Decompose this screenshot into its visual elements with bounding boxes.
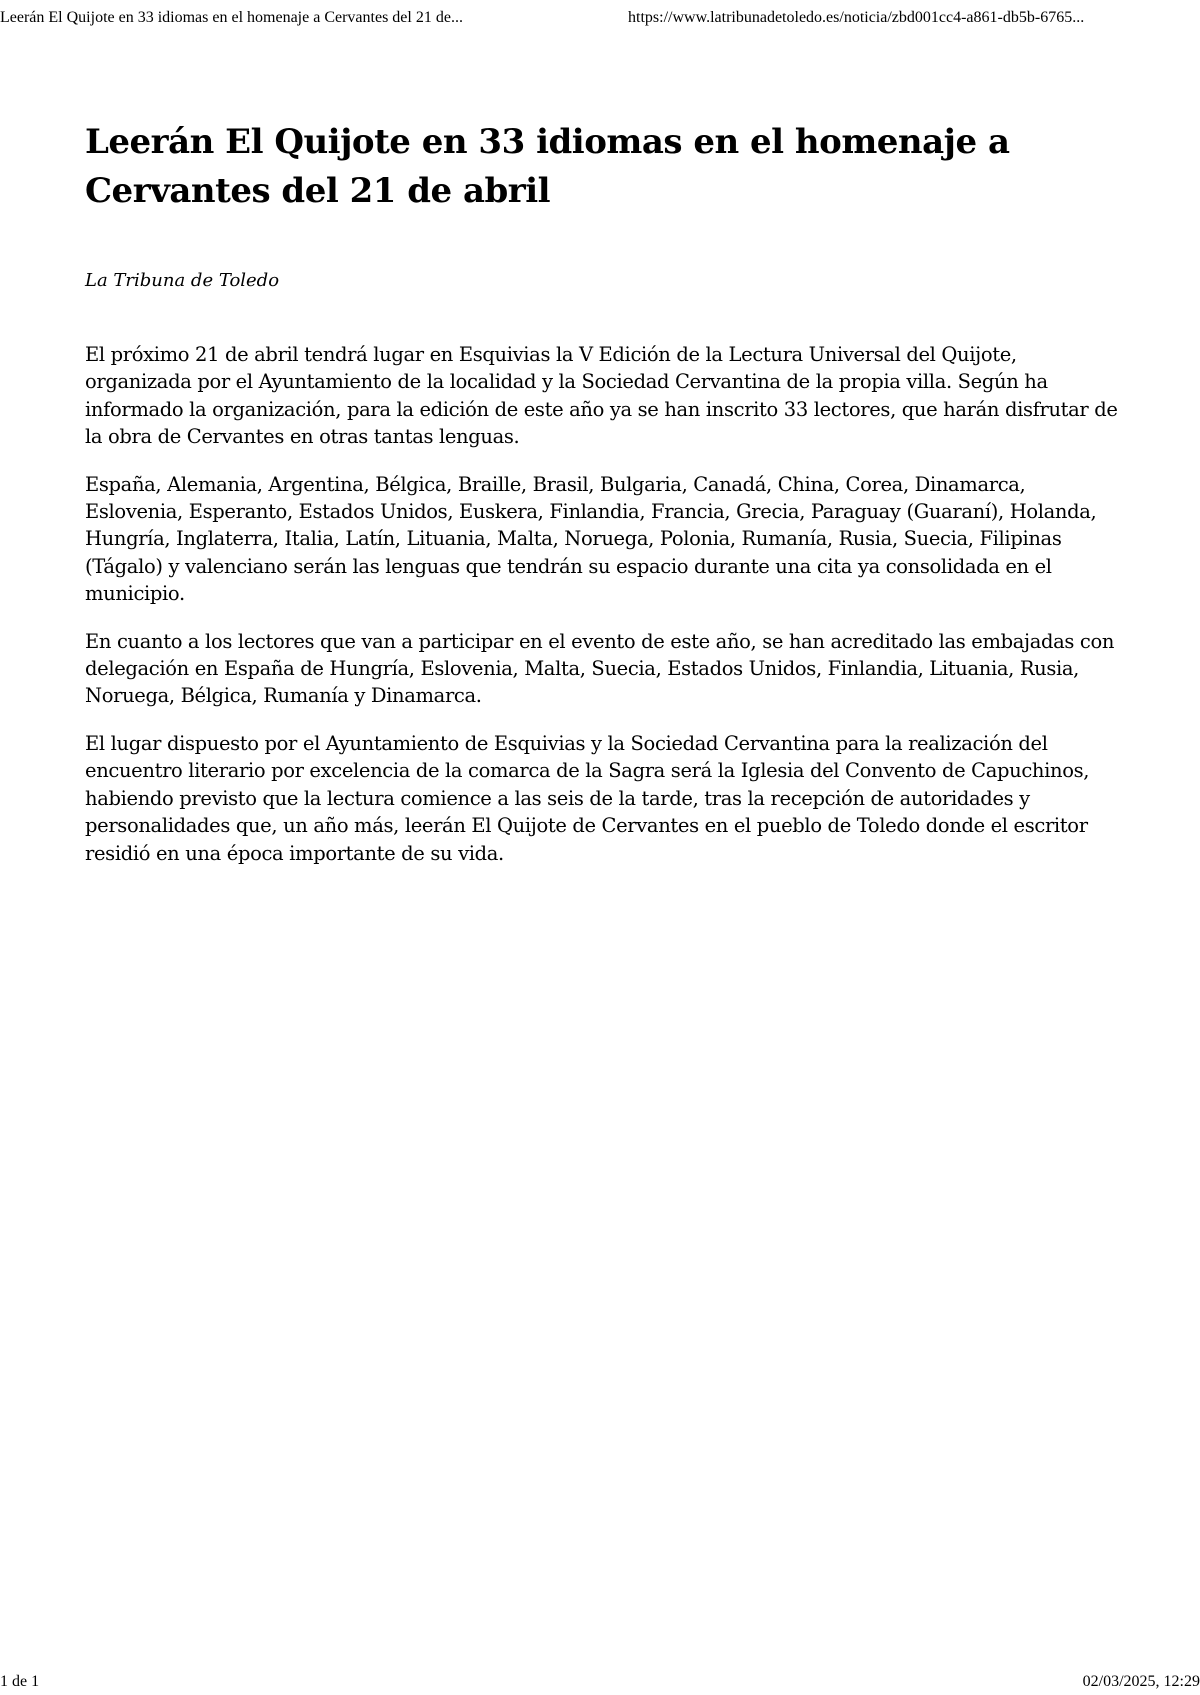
article-paragraph: En cuanto a los lectores que van a participar en el evento de este año, se han acreditado las embajadas con delegación en España de Hungría, Eslovenia, Malta, Suecia, Estados Unidos, Finlandia, Lituania, Rusia, Noruega, Bélgica, Rumanía y Dinamarca. (85, 629, 1115, 708)
article-body (85, 341, 1125, 867)
article (85, 118, 1125, 887)
print-header (0, 6, 1200, 30)
article-byline: La Tribuna de Toledo (85, 270, 280, 291)
page-indicator: 1 de 1 (0, 1673, 40, 1690)
print-datetime: 02/03/2025, 12:29 (1082, 1673, 1200, 1690)
article-headline: Leerán El Quijote en 33 idiomas en el homenaje a Cervantes del 21 de abril (85, 122, 1010, 211)
print-header-url[interactable]: https://www.latribunadetoledo.es/noticia/zbd001cc4-a861-db5b-6765... (628, 9, 1085, 26)
print-header-title: Leerán El Quijote en 33 idiomas en el homenaje a Cervantes del 21 de... (0, 9, 463, 26)
print-footer (0, 1671, 1200, 1693)
article-paragraph: España, Alemania, Argentina, Bélgica, Braille, Brasil, Bulgaria, Canadá, China, Corea, Dinamarca, Eslovenia, Esperanto, Estados Unidos, Euskera, Finlandia, Francia, Grecia, Paraguay (Guaraní), Holanda, Hungría, Inglaterra, Italia, Latín, Lituania, Malta, Noruega, Polonia, Rumanía, Rusia, Suecia, Filipinas (Tágalo) y valenciano serán las lenguas que tendrán su espacio durante una cita ya consolidada en el municipio. (85, 472, 1097, 606)
article-paragraph: El lugar dispuesto por el Ayuntamiento de Esquivias y la Sociedad Cervantina para la realización del encuentro literario por excelencia de la comarca de la Sagra será la Iglesia del Convento de Capuchinos, habiendo previsto que la lectura comience a las seis de la tarde, tras la recepción de autoridades y personalidades que, un año más, leerán El Quijote de Cervantes en el pueblo de Toledo donde el escritor residió en una época importante de su vida. (85, 731, 1090, 865)
article-paragraph: El próximo 21 de abril tendrá lugar en Esquivias la V Edición de la Lectura Universal del Quijote, organizada por el Ayuntamiento de la localidad y la Sociedad Cervantina de la propia villa. Según ha informado la organización, para la edición de este año ya se han inscrito 33 lectores, que harán disfrutar de la obra de Cervantes en otras tantas lenguas. (85, 343, 1118, 449)
